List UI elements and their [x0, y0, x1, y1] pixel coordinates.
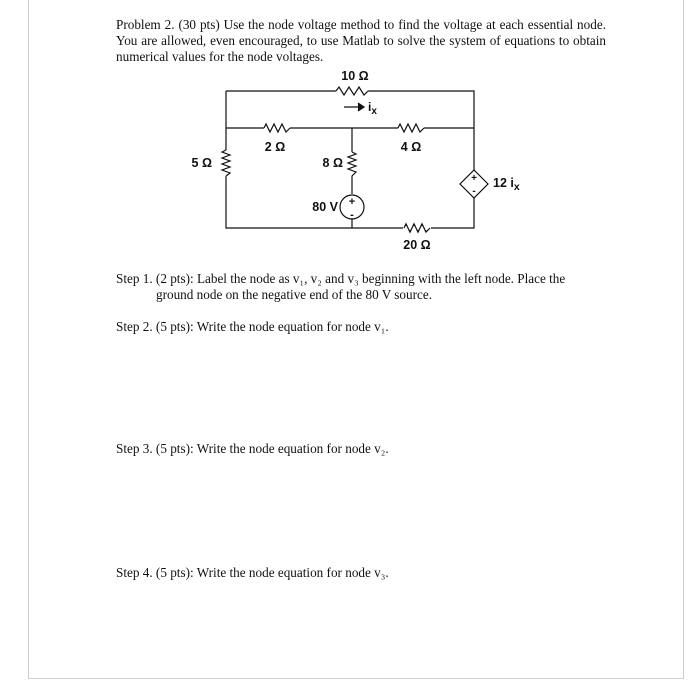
label-10-ohm: 10 Ω — [341, 69, 369, 83]
dep-minus: - — [472, 186, 476, 197]
label-8-ohm: 8 Ω — [322, 156, 343, 170]
label-2-ohm: 2 Ω — [264, 140, 286, 154]
label-20-ohm: 20 Ω — [403, 238, 431, 252]
dep-plus: + — [471, 173, 477, 184]
resistor-10-ohm — [336, 87, 368, 95]
problem-text: Problem 2. (30 pts) Use the node voltage method to find the voltage at each essential node. You are allowed, even encouraged, to use Matlab to solve the system of equations to obtain numerical values for the node voltages. — [116, 17, 606, 64]
source-plus: + — [348, 196, 356, 208]
resistor-2-ohm — [264, 124, 290, 132]
resistor-5-ohm — [222, 150, 230, 176]
step-1-line-2: ground node on the negative end of the 80 V source. — [156, 287, 433, 302]
step-1-line-1: Step 1. (2 pts): Label the node as v₁, v₂ and v₃ beginning with the left node. Place the — [116, 271, 566, 286]
source-minus: - — [350, 209, 354, 221]
step-2 — [116, 319, 389, 335]
step-3-text: Step 3. (5 pts): Write the node equation for node v₂. — [116, 441, 389, 456]
step-1 — [116, 271, 596, 303]
label-5-ohm: 5 Ω — [191, 156, 212, 170]
label-80v: 80 V — [312, 200, 338, 214]
resistor-8-ohm — [348, 152, 356, 194]
circuit-diagram — [0, 0, 700, 270]
step-3 — [116, 441, 389, 457]
label-ix: $i_x$ — [368, 100, 377, 117]
label-4-ohm: 4 Ω — [400, 140, 422, 154]
step-4 — [116, 565, 389, 581]
resistor-4-ohm — [398, 124, 424, 132]
label-12ix: 12 $i_x$ — [493, 176, 520, 193]
step-2-text: Step 2. (5 pts): Write the node equation for node v₁. — [116, 319, 389, 334]
step-4-text: Step 4. (5 pts): Write the node equation for node v₃. — [116, 565, 389, 580]
inner-left-wire — [226, 128, 352, 152]
